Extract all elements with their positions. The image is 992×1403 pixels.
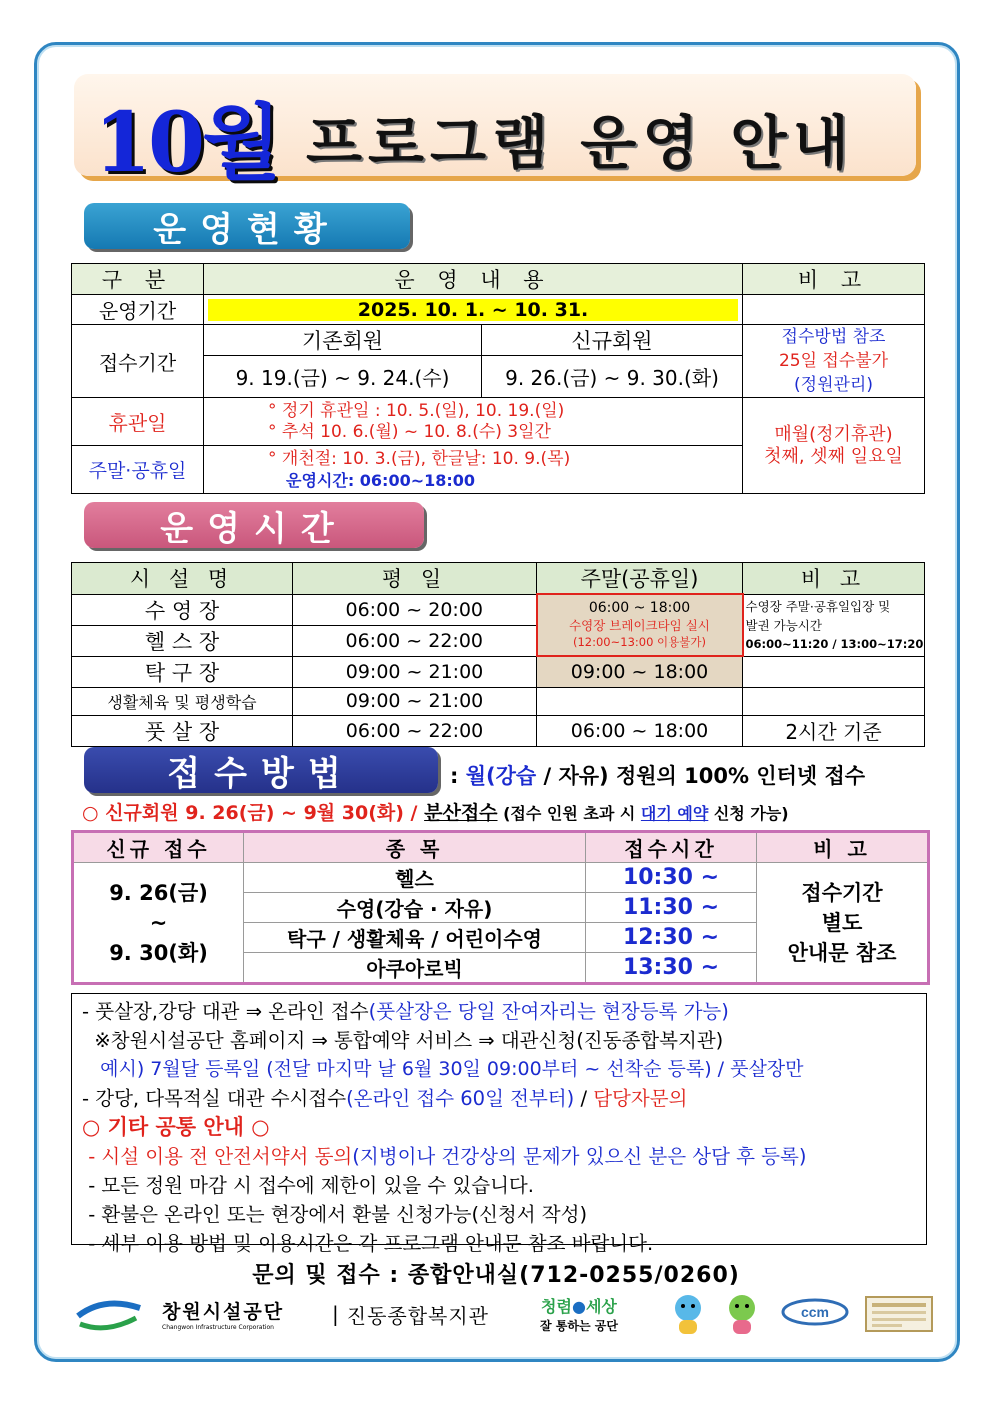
facility-pool: 수 영 장 <box>72 594 293 625</box>
header-new-registration: 신규 접수 <box>73 832 244 863</box>
new-member-notice: ○ 신규회원 9. 26(금) ~ 9월 30(화) / 분산접수 (접수 인원 초과 시 대기 예약 신청 가능) <box>82 802 789 824</box>
ccm-logo-icon <box>780 1292 850 1336</box>
facility-lifelong-learning: 생활체육 및 평생학습 <box>72 687 293 715</box>
header-facility: 시 설 명 <box>72 563 293 595</box>
header-weekend: 주말(공휴일) <box>537 563 743 595</box>
pool-weekday-hours: 06:00 ~ 20:00 <box>293 594 537 625</box>
reception-remark: 접수방법 참조 25일 접수불가 (정원관리) <box>743 325 925 398</box>
time-aqua-aerobics: 13:30 ~ <box>586 953 757 984</box>
slogan-logo: 청렴●세상 잘 통하는 공단 <box>540 1297 618 1333</box>
header-remark: 비 고 <box>743 563 925 595</box>
lifelong-weekday-hours: 09:00 ~ 21:00 <box>293 687 537 715</box>
title-text: 프로그램 운영 안내 <box>306 109 855 177</box>
pool-remark: 수영장 주말·공휴일입장 및 발권 가능시간 06:00~11:20 / 13:00~17:20 <box>743 594 925 656</box>
branch-name: 진동종합복지관 <box>346 1303 489 1328</box>
item-aqua-aerobics: 아쿠아로빅 <box>244 953 586 984</box>
corporation-emblem-icon <box>74 1292 144 1336</box>
item-table-tennis: 탁구 / 생활체육 / 어린이수영 <box>244 923 586 953</box>
mascot-two-icon <box>722 1292 762 1336</box>
org-name-eng: Changwon Infrastructure Corporation <box>162 1324 274 1331</box>
time-health: 10:30 ~ <box>586 863 757 893</box>
time-swimming: 11:30 ~ <box>586 893 757 923</box>
header-category: 구 분 <box>72 264 204 295</box>
table-tennis-weekend-hours: 09:00 ~ 18:00 <box>537 656 743 687</box>
registration-remark: 접수기간 별도 안내문 참조 <box>757 863 929 984</box>
operating-hours-table <box>71 562 925 747</box>
closed-day-details: ° 정기 휴관일 : 10. 5.(일), 10. 19.(일) ° 추석 10. 6.(월) ~ 10. 8.(수) 3일간 <box>204 398 743 446</box>
header-content: 운 영 내 용 <box>204 264 743 295</box>
reception-method-note: : 월(강습 / 자유) 정원의 100% 인터넷 접수 <box>450 764 866 788</box>
item-health: 헬스 <box>244 863 586 893</box>
operation-status-table <box>71 263 925 494</box>
certificate-icon <box>864 1292 934 1336</box>
table-tennis-weekday-hours: 09:00 ~ 21:00 <box>293 656 537 687</box>
facility-gym: 헬 스 장 <box>72 625 293 656</box>
futsal-remark: 2시간 기준 <box>743 715 925 746</box>
gym-weekday-hours: 06:00 ~ 22:00 <box>293 625 537 656</box>
holiday-details: ° 개천절: 10. 3.(금), 한글날: 10. 9.(목) 운영시간: 06:00~18:00 <box>204 446 743 494</box>
contact-info: 문의 및 접수 : 종합안내실(712-0255/0260) <box>252 1263 740 1288</box>
header-reception-time: 접수시간 <box>586 832 757 863</box>
closed-day-label: 휴관일 <box>72 398 204 446</box>
registration-dates: 9. 26(금) ~ 9. 30(화) <box>73 863 244 984</box>
facility-futsal: 풋 살 장 <box>72 715 293 746</box>
org-name: 창원시설공단 <box>162 1301 285 1323</box>
ccm-text: ccm <box>800 1304 830 1320</box>
mascot-one-icon <box>668 1292 708 1336</box>
pool-weekend-hours: 06:00 ~ 18:00 수영장 브레이크타임 실시 (12:00~13:00 이용불가) <box>537 594 743 656</box>
header-weekday: 평 일 <box>293 563 537 595</box>
holiday-label: 주말·공휴일 <box>72 446 204 494</box>
info-box: - 풋살장,강당 대관 ⇒ 온라인 접수(풋살장은 당일 잔여자리는 현장등록 가능) ※창원시설공단 홈페이지 ⇒ 통합예약 서비스 ⇒ 대관신청(진동종합복지관) 예시) 7월달 등록일 (전달 마지막 날 6월 30일 09:00부터 ~ 선착순 등록) / 풋살장만 - 강당, 다목적실 대관 수시접수(온라인 접수 60일 전부터) / 담당자문의 ○ 기타 공통 안내 ○ - 시설 이용 전 안전서약서 동의(지병이나 건강상의 문제가 있으신 분은 상담 후 등록) - 모든 정원 마감 시 접수에 제한이 있을 수 있습니다. - 환불은 온라인 또는 현장에서 환불 신청가능(신청서 작성) - 세부 이용 방법 및 이용시간은 각 프로그램 안내문 참조 바랍니다. <box>71 993 927 1245</box>
header-remark: 비 고 <box>743 264 925 295</box>
header-remark: 비 고 <box>757 832 929 863</box>
facility-table-tennis: 탁 구 장 <box>72 656 293 687</box>
section-heading-operation-status: 운영현황 <box>84 203 410 249</box>
footer-logos: 창원시설공단 Changwon Infrastructure Corporation | 진동종합복지관 청렴●세상 잘 통하는 공단 ccm <box>74 1292 934 1336</box>
existing-member-label: 기존회원 <box>204 325 482 356</box>
item-swimming: 수영(강습 · 자유) <box>244 893 586 923</box>
title-month: 10월 <box>94 95 279 191</box>
closed-day-remark: 매월(정기휴관) 첫째, 셋째 일요일 <box>743 398 925 494</box>
section-heading-reception-method: 접수방법 <box>84 747 438 793</box>
reception-label: 접수기간 <box>72 325 204 398</box>
period-value: 2025. 10. 1. ~ 10. 31. <box>208 299 738 321</box>
time-table-tennis: 12:30 ~ <box>586 923 757 953</box>
header-item: 종 목 <box>244 832 586 863</box>
futsal-weekday-hours: 06:00 ~ 22:00 <box>293 715 537 746</box>
section-heading-operating-hours: 운영시간 <box>84 502 424 548</box>
futsal-weekend-hours: 06:00 ~ 18:00 <box>537 715 743 746</box>
new-member-period: 9. 26.(금) ~ 9. 30.(화) <box>482 356 743 398</box>
new-member-label: 신규회원 <box>482 325 743 356</box>
period-label: 운영기간 <box>72 295 204 325</box>
title-banner <box>74 74 916 191</box>
existing-member-period: 9. 19.(금) ~ 9. 24.(수) <box>204 356 482 398</box>
new-registration-table <box>71 830 930 985</box>
